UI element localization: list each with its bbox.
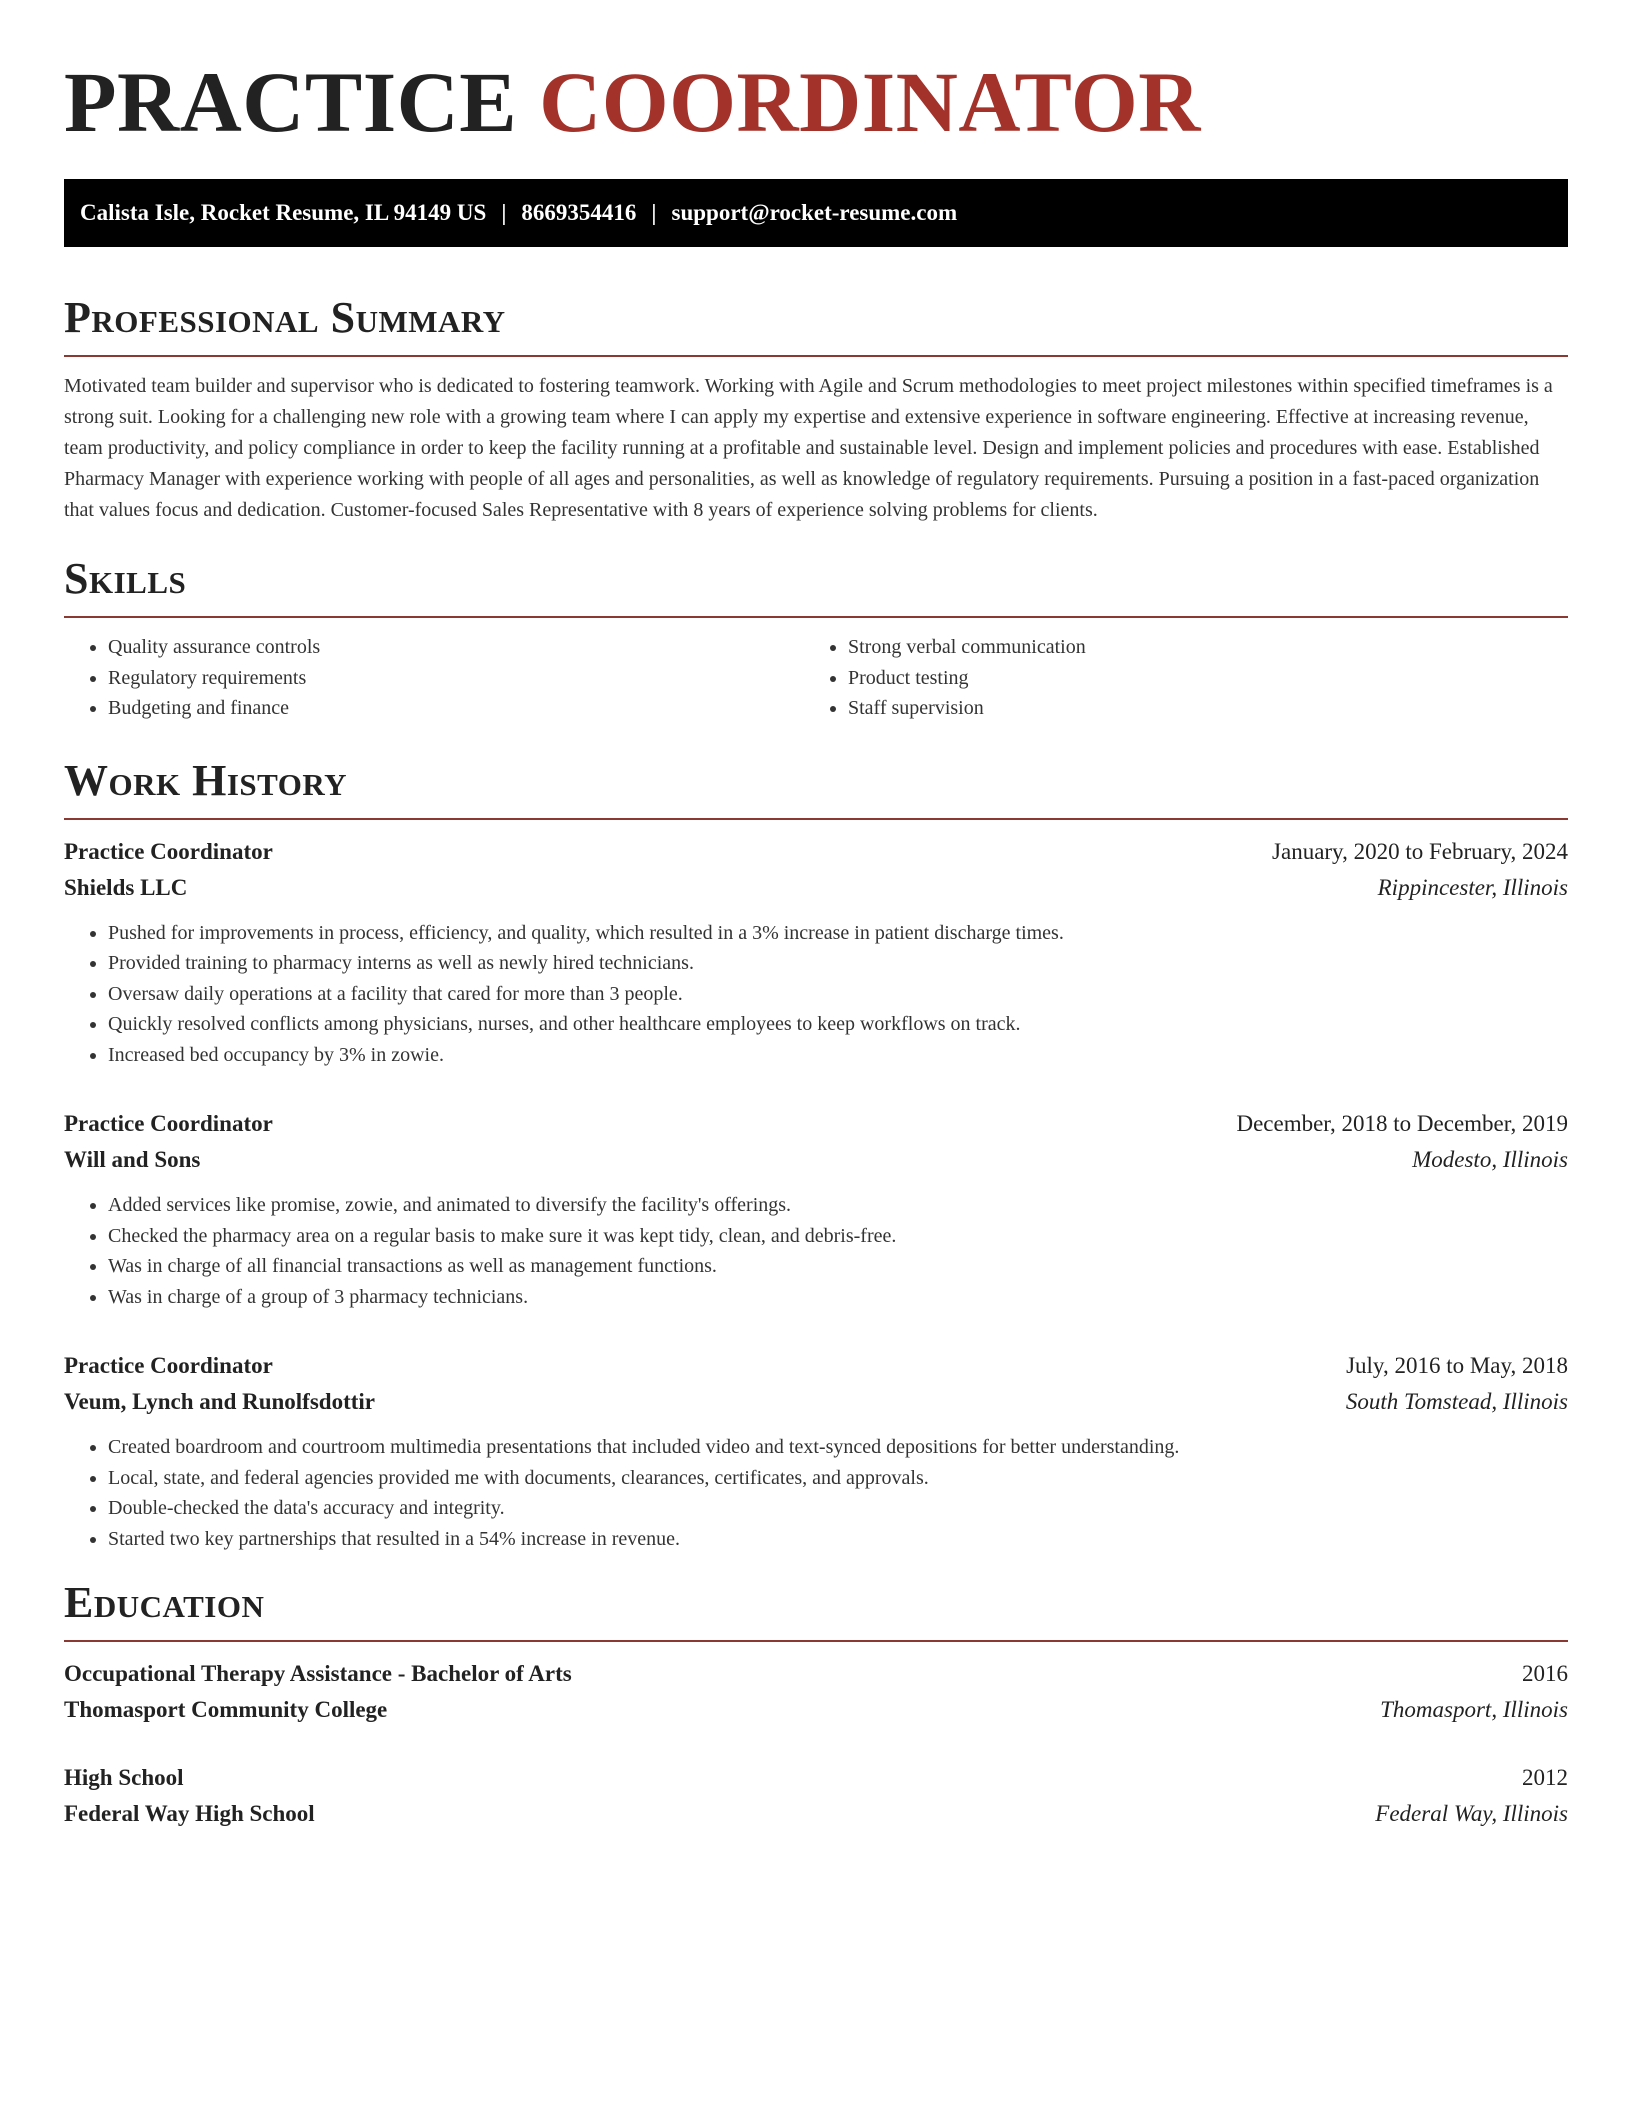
job-bullet: • Increased bed occupancy by 3% in zowie.	[108, 1040, 1568, 1071]
job-location: Rippincester, Illinois	[1377, 874, 1568, 900]
job-location: Modesto, Illinois	[1412, 1147, 1568, 1172]
contact-separator: |	[651, 200, 657, 225]
education-degree-row	[64, 1656, 1568, 1692]
job-bullet: • Quickly resolved conflicts among physicians, nurses, and other healthcare employees to keep workflows on track.	[108, 1009, 1568, 1040]
job-bullet: • Oversaw daily operations at a facility that cared for more than 3 people.	[108, 979, 1568, 1010]
education-heading: Education	[64, 1578, 265, 1627]
job-entry	[64, 834, 1568, 1071]
education-degree-row	[64, 1760, 1568, 1796]
education-year: 2016	[1522, 1661, 1568, 1686]
job-dates: January, 2020 to February, 2024	[1272, 838, 1568, 864]
skills-left-list	[64, 632, 804, 724]
summary-heading: Professional Summary	[64, 293, 506, 342]
job-title-row	[64, 1348, 1568, 1384]
section-divider	[64, 355, 1568, 357]
education-location: Thomasport, Illinois	[1380, 1697, 1568, 1722]
job-bullet: • Checked the pharmacy area on a regular basis to make sure it was kept tidy, clean, and debris-free.	[108, 1221, 1568, 1252]
job-bullets	[64, 1432, 1568, 1554]
job-title: Practice Coordinator	[64, 838, 273, 864]
job-entry	[64, 1106, 1568, 1312]
education-school: Federal Way High School	[64, 1801, 315, 1826]
education-entry	[64, 1760, 1568, 1832]
job-company: Shields LLC	[64, 874, 188, 900]
job-bullet: • Was in charge of all financial transactions as well as management functions.	[108, 1251, 1568, 1282]
skill-item: • Strong verbal communication	[848, 632, 1544, 663]
job-bullets	[64, 918, 1568, 1071]
work-section	[64, 754, 1568, 1555]
summary-section	[64, 291, 1568, 526]
skills-heading: Skills	[64, 554, 187, 603]
contact-email: support@rocket-resume.com	[671, 200, 958, 225]
skill-item: • Staff supervision	[848, 693, 1544, 724]
summary-text: Motivated team builder and supervisor who is dedicated to fostering teamwork. Working with Agile and Scrum methodologies to meet project milestones within specified timeframes is a strong suit. Looking for a challenging new role with a growing team where I can apply my expertise and extensive experience in software engineering. Effective at increasing revenue, team productivity, and policy compliance in order to keep the facility running at a profitable and sustainable level. Design and implement policies and procedures with ease. Established Pharmacy Manager with experience working with people of all ages and personalities, as well as knowledge of regulatory requirements. Pursuing a position in a fast-paced organization that values focus and dedication. Customer-focused Sales Representative with 8 years of experience solving problems for clients.	[64, 375, 1553, 521]
education-location: Federal Way, Illinois	[1375, 1801, 1568, 1826]
title-first-word: PRACTICE	[64, 54, 518, 150]
job-company: Will and Sons	[64, 1147, 201, 1172]
job-bullet: • Provided training to pharmacy interns as well as newly hired technicians.	[108, 948, 1568, 979]
job-dates: December, 2018 to December, 2019	[1236, 1111, 1568, 1136]
title-second-word: COORDINATOR	[539, 54, 1201, 150]
skills-columns	[64, 632, 1568, 724]
job-company-row	[64, 1384, 1568, 1420]
education-degree: High School	[64, 1765, 184, 1790]
job-title-row	[64, 1106, 1568, 1142]
education-year: 2012	[1522, 1765, 1568, 1790]
work-heading: Work History	[64, 755, 348, 805]
job-bullets	[64, 1190, 1568, 1312]
job-company: Veum, Lynch and Runolfsdottir	[64, 1389, 376, 1414]
contact-address: Calista Isle, Rocket Resume, IL 94149 US	[80, 200, 487, 225]
skill-item: • Quality assurance controls	[108, 632, 804, 663]
resume-title	[64, 52, 1568, 152]
job-company-row	[64, 1142, 1568, 1178]
contact-phone: 8669354416	[521, 200, 637, 225]
section-divider	[64, 818, 1568, 820]
education-degree: Occupational Therapy Assistance - Bachelor of Arts	[64, 1661, 572, 1686]
job-bullet: • Double-checked the data's accuracy and integrity.	[108, 1493, 1568, 1524]
section-divider	[64, 1640, 1568, 1642]
contact-separator: |	[501, 200, 507, 225]
job-entry	[64, 1348, 1568, 1554]
education-entry	[64, 1656, 1568, 1728]
section-divider	[64, 616, 1568, 618]
job-bullet: • Created boardroom and courtroom multimedia presentations that included video and text-synced depositions for better understanding.	[108, 1432, 1568, 1463]
skill-item: • Budgeting and finance	[108, 693, 804, 724]
job-title: Practice Coordinator	[64, 1111, 273, 1136]
contact-bar	[64, 179, 1568, 247]
job-title: Practice Coordinator	[64, 1353, 273, 1378]
job-location: South Tomstead, Illinois	[1345, 1389, 1568, 1414]
job-bullet: • Pushed for improvements in process, efficiency, and quality, which resulted in a 3% increase in patient discharge times.	[108, 918, 1568, 949]
job-bullet: • Local, state, and federal agencies provided me with documents, clearances, certificates, and approvals.	[108, 1463, 1568, 1494]
job-dates: July, 2016 to May, 2018	[1346, 1353, 1568, 1378]
education-section	[64, 1576, 1568, 1832]
job-company-row	[64, 870, 1568, 906]
education-school: Thomasport Community College	[64, 1697, 388, 1722]
skills-section	[64, 552, 1568, 724]
job-title-row	[64, 834, 1568, 870]
education-school-row	[64, 1796, 1568, 1832]
skill-item: • Regulatory requirements	[108, 663, 804, 694]
job-bullet: • Started two key partnerships that resulted in a 54% increase in revenue.	[108, 1524, 1568, 1555]
job-bullet: • Added services like promise, zowie, and animated to diversify the facility's offerings.	[108, 1190, 1568, 1221]
job-bullet: • Was in charge of a group of 3 pharmacy technicians.	[108, 1282, 1568, 1313]
skill-item: • Product testing	[848, 663, 1544, 694]
skills-right-list	[804, 632, 1544, 724]
education-school-row	[64, 1692, 1568, 1728]
